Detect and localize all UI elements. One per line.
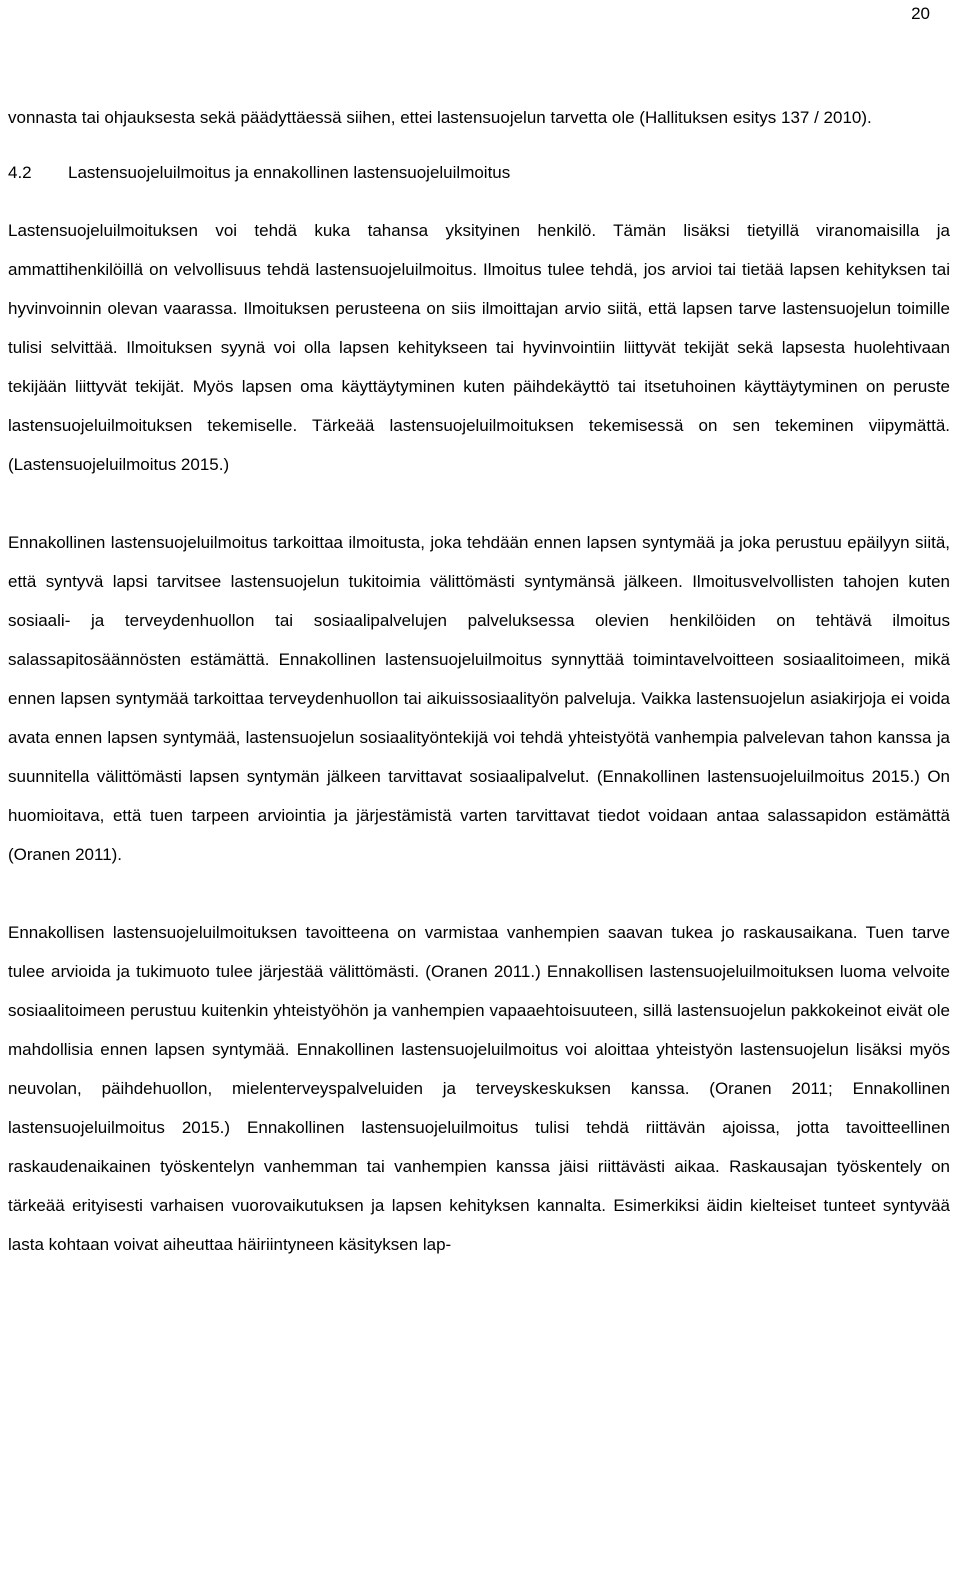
document-body bbox=[8, 98, 950, 1264]
paragraph-1: Lastensuojeluilmoituksen voi tehdä kuka tahansa yksityinen henkilö. Tämän lisäksi tietyillä viranomaisilla ja ammattihenkilöillä on velvollisuus tehdä lastensuojeluilmoitus. Ilmoitus tulee tehdä, jos arvioi tai tietää lapsen kehityksen tai hyvinvoinnin olevan vaarassa. Ilmoituksen perusteena on siis ilmoittajan arvio siitä, että lapsen tarve lastensuojelun toimille tulisi selvittää. Ilmoituksen syynä voi olla lapsen kehitykseen tai hyvinvointiin liittyvät tekijät sekä lapsesta huolehtivaan tekijään liittyvät tekijät. Myös lapsen oma käyttäytyminen kuten päihdekäyttö tai itsetuhoinen käyttäytyminen on peruste lastensuojeluilmoituksen tekemiselle. Tärkeää lastensuojeluilmoituksen tekemisessä on sen tekeminen viipymättä. (Lastensuojeluilmoitus 2015.) bbox=[8, 221, 950, 474]
spacer bbox=[8, 484, 950, 523]
section-number: 4.2 bbox=[8, 163, 32, 182]
paragraph-continuation: vonnasta tai ohjauksesta sekä päädyttäessä siihen, ettei lastensuojelun tarvetta ole (Hallituksen esitys 137 / 2010). bbox=[8, 108, 872, 127]
page-number: 20 bbox=[911, 4, 930, 23]
spacer bbox=[8, 874, 950, 913]
paragraph-3: Ennakollisen lastensuojeluilmoituksen tavoitteena on varmistaa vanhempien saavan tukea jo raskausaikana. Tuen tarve tulee arvioida ja tukimuoto tulee järjestää välittömästi. (Oranen 2011.) Ennakollisen lastensuojeluilmoituksen luoma velvoite sosiaalitoimeen perustuu kuitenkin yhteistyöhön ja vanhempien vapaaehtoisuuteen, sillä lastensuojelun pakkokeinot eivät ole mahdollisia ennen lapsen syntymää. Ennakollinen lastensuojeluilmoitus voi aloittaa yhteistyön lastensuojelun lisäksi myös neuvolan, päihdehuollon, mielenterveyspalveluiden ja terveyskeskuksen kanssa. (Oranen 2011; Ennakollinen lastensuojeluilmoitus 2015.) Ennakollinen lastensuojeluilmoitus tulisi tehdä riittävän ajoissa, jotta tavoitteellinen raskaudenaikainen työskentelyn vanhemman tai vanhempien kanssa jäisi riittävästi aikaa. Raskausajan työskentely on tärkeää erityisesti varhaisen vuorovaikutuksen ja lapsen kehityksen kannalta. Esimerkiksi äidin kielteiset tunteet syntyvää lasta kohtaan voivat aiheuttaa häiriintyneen käsityksen lap- bbox=[8, 923, 950, 1254]
section-heading bbox=[8, 153, 950, 192]
section-title: Lastensuojeluilmoitus ja ennakollinen lastensuojeluilmoitus bbox=[68, 163, 511, 182]
paragraph-2: Ennakollinen lastensuojeluilmoitus tarkoittaa ilmoitusta, joka tehdään ennen lapsen syntymää ja joka perustuu epäilyyn siitä, että syntyvä lapsi tarvitsee lastensuojelun tukitoimia välittömästi syntymänsä jälkeen. Ilmoitusvelvollisten tahojen kuten sosiaali- ja terveydenhuollon tai sosiaalipalvelujen palveluksessa olevien henkilöiden on tehtävä ilmoitus salassapitosäännösten estämättä. Ennakollinen lastensuojeluilmoitus synnyttää toimintavelvoitteen sosiaalitoimeen, mikä ennen lapsen syntymää tarkoittaa terveydenhuollon tai aikuissosiaalityön palveluja. Vaikka lastensuojelun asiakirjoja ei voida avata ennen lapsen syntymää, lastensuojelun sosiaalityöntekijä voi tehdä yhteistyötä vanhempia palvelevan tahon kanssa ja suunnitella välittömästi lapsen syntymän jälkeen tarvittavat sosiaalipalvelut. (Ennakollinen lastensuojeluilmoitus 2015.) On huomioitava, että tuen tarpeen arviointia ja järjestämistä varten tarvittavat tiedot voidaan antaa salassapidon estämättä (Oranen 2011). bbox=[8, 533, 950, 864]
spacer bbox=[8, 192, 950, 211]
spacer bbox=[8, 137, 950, 153]
